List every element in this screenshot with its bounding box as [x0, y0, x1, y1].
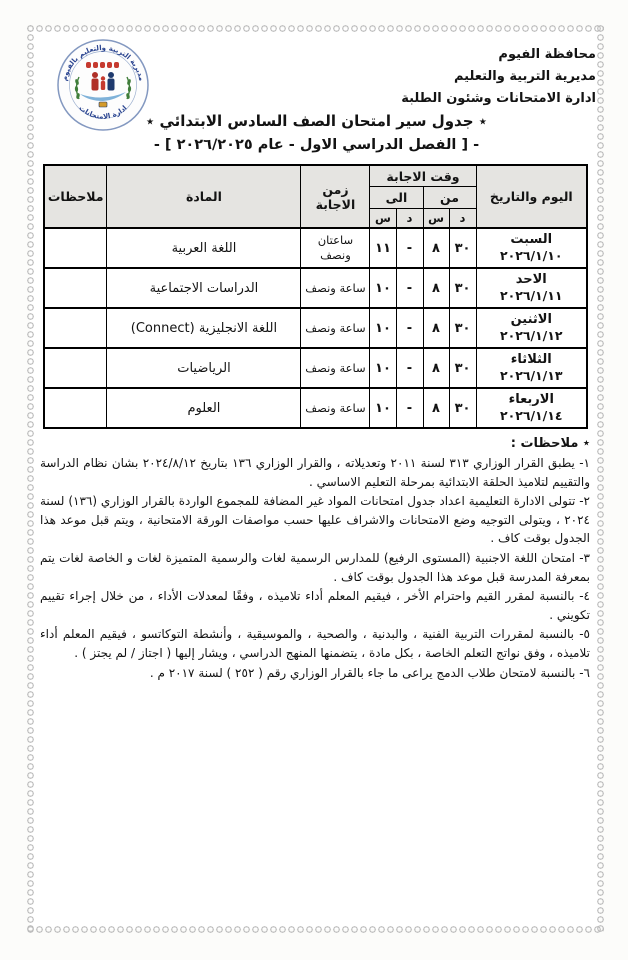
exam-table-body: [44, 228, 587, 428]
note-item: ٤- بالنسبة لمقرر القيم واحترام الأخر ، فيقيم المعلم أداء تلاميذه ، وفقًا لمعدلات الأداء ، من خلال إجراء تقييم تكويني .: [40, 589, 590, 622]
header-from: من: [423, 187, 476, 209]
from-hours-cell: ٨: [423, 308, 449, 348]
duration-cell: ساعة ونصف: [301, 268, 370, 308]
duration-cell: ساعتان ونصف: [301, 228, 370, 268]
subject-cell: العلوم: [107, 388, 301, 428]
day-date: ٢٠٢٦/١/١٣: [499, 368, 563, 384]
remarks-cell: [44, 308, 107, 348]
from-hours-cell: ٨: [423, 388, 449, 428]
note-item: ٢- تتولى الادارة التعليمية اعداد جدول امتحانات المواد غير المضافة للمجموع الواردة بالقرار الوزاري (١٣٦) لسنة ٢٠٢٤ ، ويتولى التوجيه وضع الامتحانات والاشراف عليها حسب مواصفات الورقة الامتحانية ، ويتم قبل موعد هذا الجدول بوقت كاف .: [40, 494, 590, 546]
notes-list: [40, 454, 590, 682]
day-date-cell: [476, 308, 587, 348]
subject-cell: اللغة العربية: [107, 228, 301, 268]
duration-cell: ساعة ونصف: [301, 388, 370, 428]
stamp-emblem-icon: [99, 102, 107, 107]
notes-heading: ٭ ملاحظات :: [510, 436, 590, 451]
from-hours-cell: ٨: [423, 348, 449, 388]
note-item: ٣- امتحان اللغة الاجنبية (المستوى الرفيع) للمدارس الرسمية لغات والرسمية المتميزة لغات و الخاصة لغات يتم بمعرفة المدرسة قبل موعد هذا الجدول بوقت كاف .: [40, 550, 590, 584]
exam-row: [44, 268, 587, 308]
org-line-directorate: مديرية التربية والتعليم: [453, 69, 596, 84]
from-hours-cell: ٨: [423, 268, 449, 308]
exam-row: [44, 228, 587, 268]
page-title: ٭ جدول سير امتحان الصف السادس الابتدائي ٭: [146, 112, 487, 130]
to-minutes-cell: -: [396, 268, 423, 308]
day-name: الاربعاء: [508, 392, 554, 408]
from-minutes-cell: ٣٠: [449, 388, 476, 428]
note-item: ٥- بالنسبة لمقررات التربية الفنية ، والبدنية ، والصحية ، والموسيقية ، وأنشطة التوكاتسو ، فيقيم المعلم أداء تلاميذه ، وفق نواتج التعلم الخاصة ، بكل مادة ، يتضمنها المنهج الدراسي ، ويشار إليها ( اجتاز / لم يجتز ) .: [40, 627, 590, 660]
perforation-top-edge: [26, 24, 604, 33]
header-subject: المادة: [107, 165, 301, 228]
exam-row: [44, 308, 587, 348]
perforation-right-edge: [596, 24, 605, 933]
day-date: ٢٠٢٦/١/١١: [499, 288, 563, 304]
to-hours-cell: ١١: [370, 228, 396, 268]
header-remarks: ملاحظات: [44, 165, 107, 228]
day-date-cell: [476, 388, 587, 428]
remarks-cell: [44, 228, 107, 268]
page-subtitle: - [ الفصل الدراسي الاول - عام ٢٠٢٦/٢٠٢٥ ] -: [153, 137, 480, 153]
exam-schedule-table: [43, 164, 588, 429]
day-name: الاحد: [515, 272, 547, 288]
duration-cell: ساعة ونصف: [301, 348, 370, 388]
subject-cell: الرياضيات: [107, 348, 301, 388]
header-from-minutes: د: [449, 209, 476, 229]
day-date-cell: [476, 348, 587, 388]
stamp-bottom-text: ادارة الامتحانات: [77, 103, 129, 121]
day-date: ٢٠٢٦/١/١٢: [499, 328, 563, 344]
day-date-cell: [476, 268, 587, 308]
day-date: ٢٠٢٦/١/١٠: [499, 248, 563, 264]
from-minutes-cell: ٣٠: [449, 228, 476, 268]
perforation-bottom-edge: [26, 925, 604, 934]
header-to-minutes: د: [396, 209, 423, 229]
day-name: الثلاثاء: [510, 352, 552, 368]
remarks-cell: [44, 268, 107, 308]
from-minutes-cell: ٣٠: [449, 348, 476, 388]
header-to-hours: س: [370, 209, 396, 229]
header-answer-time: وقت الاجابة: [370, 165, 476, 187]
note-item: ٦- بالنسبة لامتحان طلاب الدمج يراعى ما جاء بالقرار الوزاري رقم ( ٢٥٢ ) لسنة ٢٠١٧ م .: [149, 665, 590, 680]
day-name: السبت: [510, 232, 553, 248]
subject-cell: اللغة الانجليزية (Connect): [107, 308, 301, 348]
to-hours-cell: ١٠: [370, 388, 396, 428]
stamp-top-text: مديرية التربية والتعليم بالفيوم: [60, 43, 146, 82]
to-minutes-cell: -: [396, 228, 423, 268]
remarks-cell: [44, 388, 107, 428]
exam-row: [44, 388, 587, 428]
duration-cell: ساعة ونصف: [301, 308, 370, 348]
to-minutes-cell: -: [396, 388, 423, 428]
note-item: ١- يطبق القرار الوزاري ٣١٣ لسنة ٢٠١١ وتعديلاته ، والقرار الوزاري ١٣٦ بتاريخ ٢٠٢٤/٨/١٢ بشان نظام الدراسة والتقييم لتلاميذ الحلقة الابتدائية بمرحلة التعليم الاساسي .: [40, 456, 590, 489]
to-minutes-cell: -: [396, 348, 423, 388]
header-duration: زمن الاجابة: [301, 165, 370, 228]
from-minutes-cell: ٣٠: [449, 268, 476, 308]
subject-cell: الدراسات الاجتماعية: [107, 268, 301, 308]
notes-section: [40, 436, 590, 683]
to-hours-cell: ١٠: [370, 308, 396, 348]
to-minutes-cell: -: [396, 308, 423, 348]
exam-row: [44, 348, 587, 388]
header-from-hours: س: [423, 209, 449, 229]
day-name: الاثنين: [510, 312, 552, 328]
from-minutes-cell: ٣٠: [449, 308, 476, 348]
day-date: ٢٠٢٦/١/١٤: [499, 408, 563, 424]
org-line-department: ادارة الامتحانات وشئون الطلبة: [401, 91, 596, 106]
header-day-date: اليوم والتاريخ: [476, 165, 587, 228]
org-line-governorate: محافظة الفيوم: [498, 47, 596, 62]
to-hours-cell: ١٠: [370, 348, 396, 388]
from-hours-cell: ٨: [423, 228, 449, 268]
to-hours-cell: ١٠: [370, 268, 396, 308]
org-header: [401, 44, 596, 110]
perforation-left-edge: [26, 24, 35, 933]
header-to: الى: [370, 187, 423, 209]
remarks-cell: [44, 348, 107, 388]
day-date-cell: [476, 228, 587, 268]
